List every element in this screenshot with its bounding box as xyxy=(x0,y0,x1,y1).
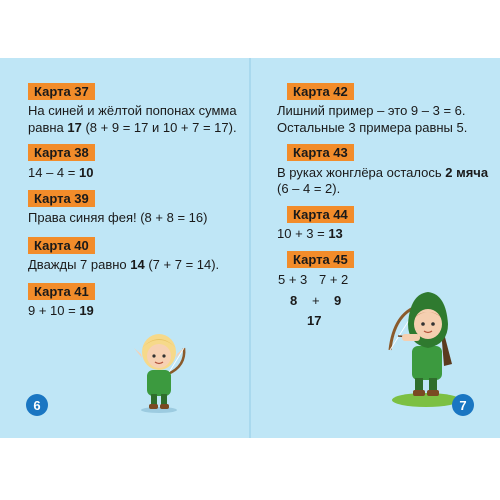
page-gutter xyxy=(249,58,251,438)
card-42-line-2: Остальные 3 примера равны 5. xyxy=(277,120,468,135)
card-45-expr-a: 5 + 3 xyxy=(278,272,308,287)
card-43-line-1: В руках жонглёра осталось 2 мяча xyxy=(277,165,489,180)
card-44-line-1: 10 + 3 = 13 xyxy=(277,226,343,241)
card-40-title: Карта 40 xyxy=(28,237,95,254)
card-43-title: Карта 43 xyxy=(287,144,354,161)
card-37-title: Карта 37 xyxy=(28,83,95,100)
book-spread xyxy=(0,58,500,438)
elf-girl-archer-illustration xyxy=(378,284,468,412)
card-45-val-a: 8 xyxy=(290,293,298,308)
page-number-right: 7 xyxy=(452,394,474,416)
card-40-line-1: Дважды 7 равно 14 (7 + 7 = 14). xyxy=(28,257,220,272)
card-39-line-1: Права синяя фея! (8 + 8 = 16) xyxy=(28,210,208,225)
card-37-line-1: На синей и жёлтой попонах сумма xyxy=(28,103,237,118)
card-41-line-1: 9 + 10 = 19 xyxy=(28,303,94,318)
card-42-line-1: Лишний пример – это 9 – 3 = 6. xyxy=(277,103,466,118)
card-45-total: 17 xyxy=(307,313,322,328)
card-43-line-2: (6 – 4 = 2). xyxy=(277,181,341,196)
card-41-title: Карта 41 xyxy=(28,283,95,300)
card-38-title: Карта 38 xyxy=(28,144,95,161)
card-37-line-2: равна 17 (8 + 9 = 17 и 10 + 7 = 17). xyxy=(28,120,237,135)
card-45-title: Карта 45 xyxy=(287,251,354,268)
page-number-left: 6 xyxy=(26,394,48,416)
card-38-line-1: 14 – 4 = 10 xyxy=(28,165,94,180)
card-42-title: Карта 42 xyxy=(287,83,354,100)
card-45-expr-b: 7 + 2 xyxy=(319,272,349,287)
card-44-title: Карта 44 xyxy=(287,206,354,223)
card-45-val-b: 9 xyxy=(334,293,342,308)
elf-boy-illustration xyxy=(128,326,190,414)
card-45-plus: + xyxy=(312,293,320,308)
card-39-title: Карта 39 xyxy=(28,190,95,207)
